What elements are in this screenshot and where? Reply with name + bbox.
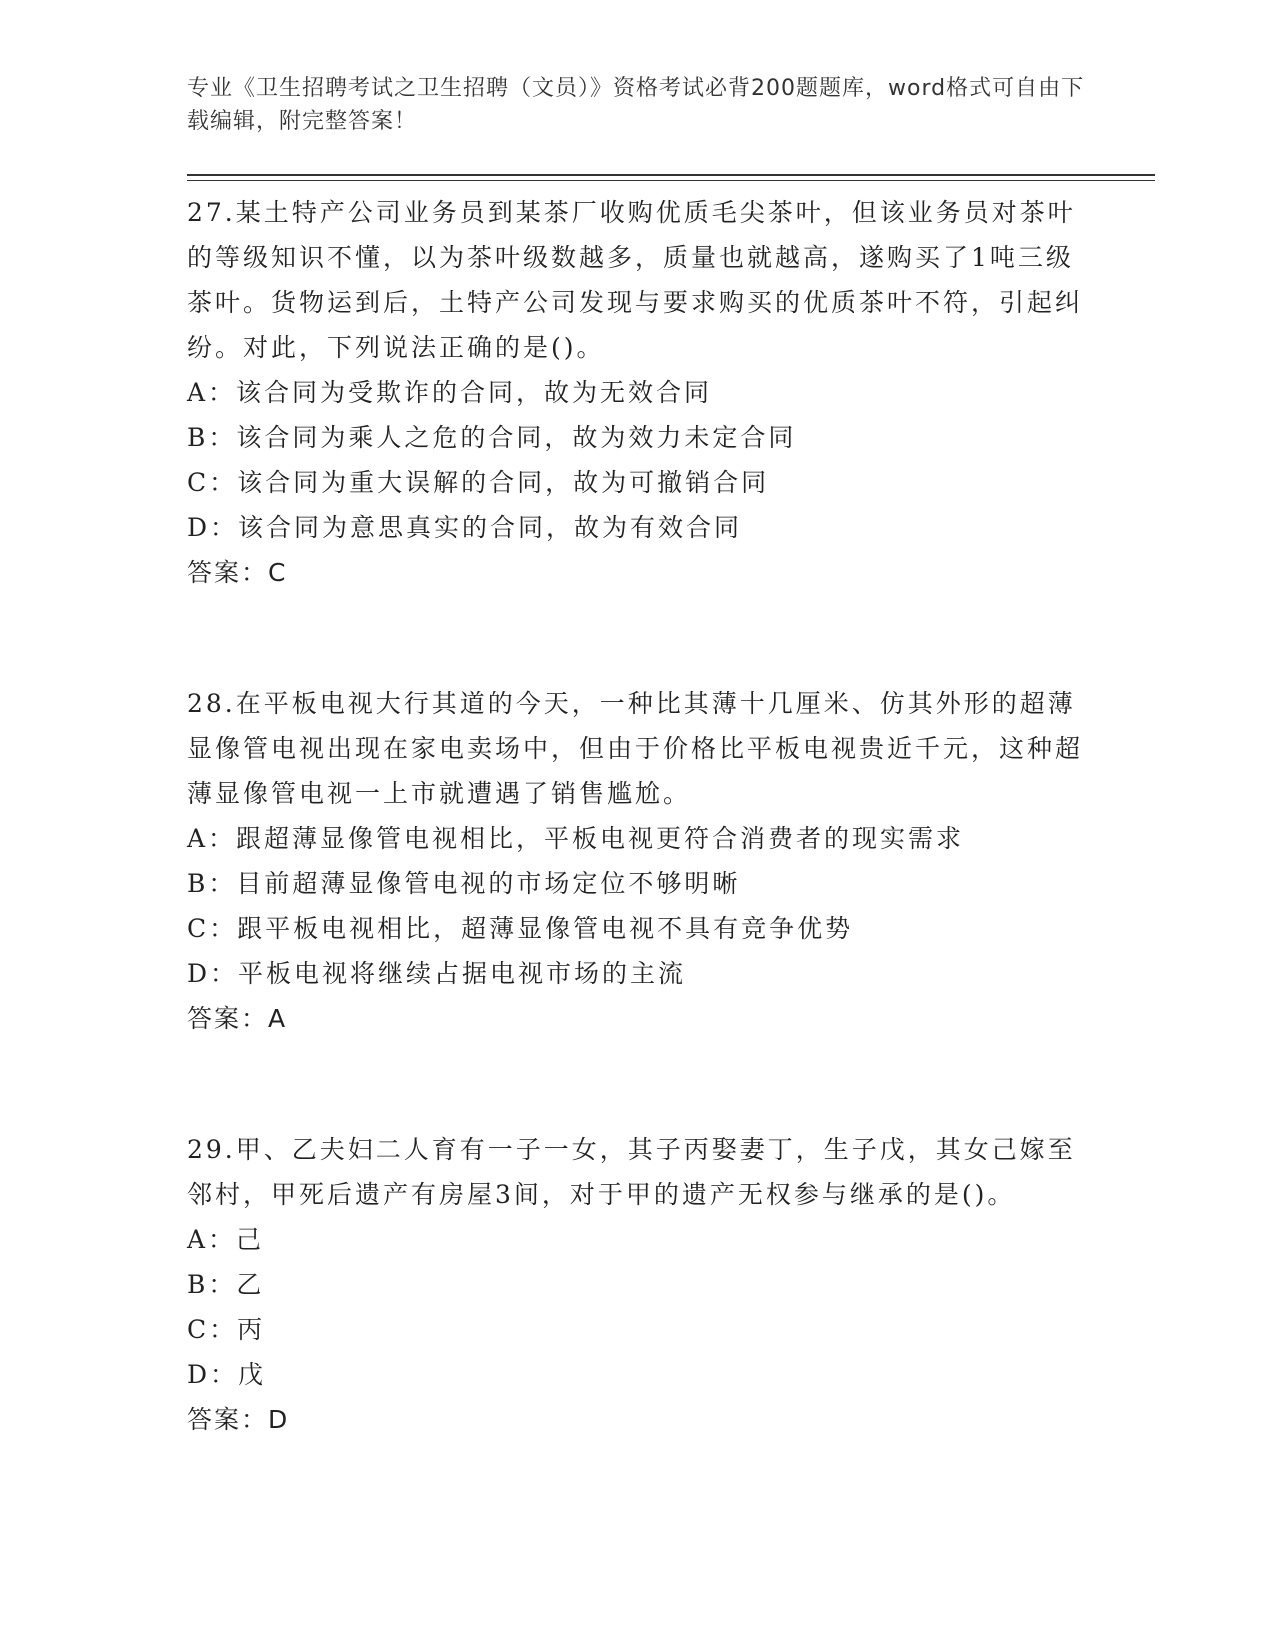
option-d: D：平板电视将继续占据电视市场的主流	[187, 959, 687, 988]
question-stem: 28.在平板电视大行其道的今天，一种比其薄十几厘米、仿其外形的超薄显像管电视出现在家电卖场中，但由于价格比平板电视贵近千元，这种超薄显像管电视一上市就遭遇了销售尴尬。	[187, 689, 1084, 808]
option-b: B：该合同为乘人之危的合同，故为效力未定合同	[187, 423, 797, 452]
question-28	[187, 681, 1087, 1041]
option-a: A：己	[187, 1225, 265, 1254]
option-d: D：该合同为意思真实的合同，故为有效合同	[187, 513, 743, 542]
question-list	[187, 190, 1087, 1442]
option-c: C：该合同为重大误解的合同，故为可撤销合同	[187, 468, 770, 497]
answer-text: 答案：C	[187, 558, 288, 587]
header-divider-thick	[187, 174, 1155, 176]
header-divider-thin	[187, 180, 1155, 181]
option-a: A：该合同为受欺诈的合同，故为无效合同	[187, 378, 713, 407]
question-stem: 27.某土特产公司业务员到某茶厂收购优质毛尖茶叶，但该业务员对茶叶的等级知识不懂，以为茶叶级数越多，质量也就越高，遂购买了1吨三级茶叶。货物运到后，土特产公司发现与要求购买的优质茶叶不符，引起纠纷。对此，下列说法正确的是()。	[187, 198, 1084, 362]
option-c: C：跟平板电视相比，超薄显像管电视不具有竞争优势	[187, 914, 854, 943]
option-b: B：目前超薄显像管电视的市场定位不够明晰	[187, 869, 741, 898]
option-d: D：戊	[187, 1360, 267, 1389]
option-c: C：丙	[187, 1315, 266, 1344]
question-spacer	[187, 1041, 1087, 1127]
question-stem: 29.甲、乙夫妇二人育有一子一女，其子丙娶妻丁，生子戊，其女己嫁至邻村，甲死后遗产有房屋3间，对于甲的遗产无权参与继承的是()。	[187, 1135, 1076, 1209]
option-b: B：乙	[187, 1270, 265, 1299]
document-header: 专业《卫生招聘考试之卫生招聘（文员）》资格考试必背200题题库，word格式可自由下载编辑，附完整答案！	[187, 76, 1085, 134]
answer-text: 答案：D	[187, 1405, 290, 1434]
answer-text: 答案：A	[187, 1004, 288, 1033]
question-27	[187, 190, 1087, 595]
question-29	[187, 1127, 1087, 1442]
question-spacer	[187, 595, 1087, 681]
option-a: A：跟超薄显像管电视相比，平板电视更符合消费者的现实需求	[187, 824, 965, 853]
